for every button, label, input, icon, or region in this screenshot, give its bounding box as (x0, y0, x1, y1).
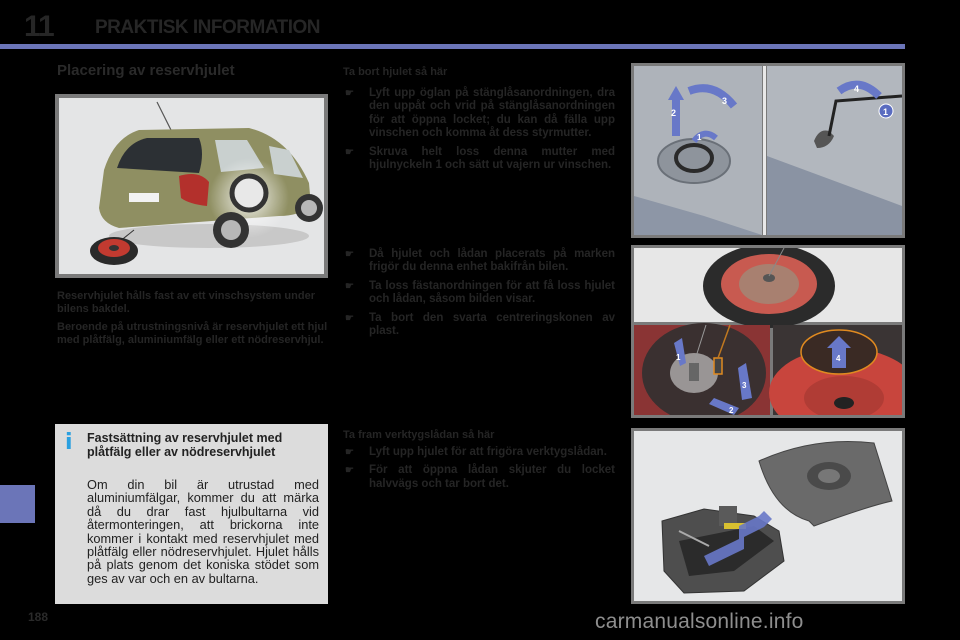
watermark[interactable]: carmanualsonline.info (595, 610, 804, 633)
svg-text:3: 3 (742, 381, 747, 390)
tool-box-lid-illustration (634, 431, 902, 601)
info-box-title: Fastsättning av reservhjulet med plåtfälg eller av nödreservhjulet (87, 431, 283, 459)
remove-wheel-steps (343, 87, 615, 177)
pointing-hand-icon: ☛ (345, 88, 354, 99)
info-box-body: Om din bil är utrustad med aluminiumfälgar, kommer du att märka då du drar fast hjulbultarna vid återmonteringen, att brickorna inte kommer i kontakt med reservhjulet med plåtfälg eller nödreservhjulet. Hjulet hålls på plats genom det koniska stödet som ges av var och en av bultarna. (87, 477, 319, 586)
svg-text:4: 4 (854, 84, 860, 94)
info-icon: i (65, 430, 73, 455)
floor-hatch-winch-illustration (634, 66, 902, 235)
chapter-side-tab (0, 485, 35, 523)
caption-winch-system: Reservhjulet hålls fast av ett vinschsystem under bilens bakdel. (57, 290, 315, 315)
chapter-number: 11 (24, 10, 54, 43)
pointing-hand-icon: ☛ (345, 249, 354, 260)
car-with-spare-wheel-illustration (59, 98, 324, 274)
caption-wheel-types: Beroende på utrustningsnivå är reservhjulet ett hjul med plåtfälg, aluminiumfälg eller ett nödreservhjul. (57, 321, 328, 346)
tool-box-heading: Ta fram verktygslådan så här (343, 429, 495, 441)
info-box (55, 424, 328, 604)
pointing-hand-icon: ☛ (345, 465, 354, 477)
list-item: ☛ För att öppna lådan skjuter du locket halvvägs och tar bort det. (345, 464, 615, 490)
floor-hatch-illustration-panel (631, 63, 905, 238)
header-rule (0, 44, 905, 49)
pointing-hand-icon: ☛ (345, 312, 354, 324)
list-item: ☛ Lyft upp hjulet för att frigöra verktygslådan. (345, 446, 607, 458)
svg-text:1: 1 (883, 107, 889, 117)
car-illustration-panel (55, 94, 328, 278)
tool-box-steps (343, 446, 615, 496)
svg-text:2: 2 (729, 406, 734, 415)
tool-box-illustration-panel (631, 428, 905, 604)
chapter-title: PRAKTISK INFORMATION (95, 17, 321, 38)
page-number: 188 (28, 610, 49, 624)
list-item: ☛ Skruva helt loss denna mutter med hjulnyckeln 1 och sätt ut vajern ur vinschen. (345, 145, 615, 172)
lift-wheel-steps (343, 248, 615, 343)
section-title: Placering av reservhjulet (57, 62, 235, 79)
list-item: ☛ Då hjulet och lådan placerats på marken frigör du denna enhet bakifrån bilen. (345, 248, 615, 274)
pointing-hand-icon: ☛ (345, 146, 354, 158)
pointing-hand-icon: ☛ (345, 280, 354, 292)
list-item: ☛ Ta bort den svarta centreringskonen av plast. (345, 311, 615, 338)
list-item: ☛ Ta loss fästanordningen för att få loss hjulet och lådan, såsom bilden visar. (345, 279, 615, 306)
spare-wheel-centering-cone-illustration (634, 248, 902, 415)
list-item: ☛ Lyft upp öglan på stänglåsanordningen, dra den uppåt och vrid på stänglåsanordningen för att öppna locket; du kan då fälla upp vinschen och komma åt dess styrmutter. (345, 87, 615, 140)
svg-text:1: 1 (697, 133, 702, 142)
svg-text:3: 3 (722, 96, 728, 106)
svg-text:4: 4 (836, 354, 841, 363)
remove-wheel-heading: Ta bort hjulet så här (343, 66, 448, 78)
centering-cone-illustration-panel (631, 245, 905, 418)
pointing-hand-icon: ☛ (345, 447, 354, 458)
svg-text:2: 2 (671, 108, 677, 118)
svg-text:1: 1 (676, 353, 681, 362)
spare-wheel-captions (57, 290, 329, 352)
